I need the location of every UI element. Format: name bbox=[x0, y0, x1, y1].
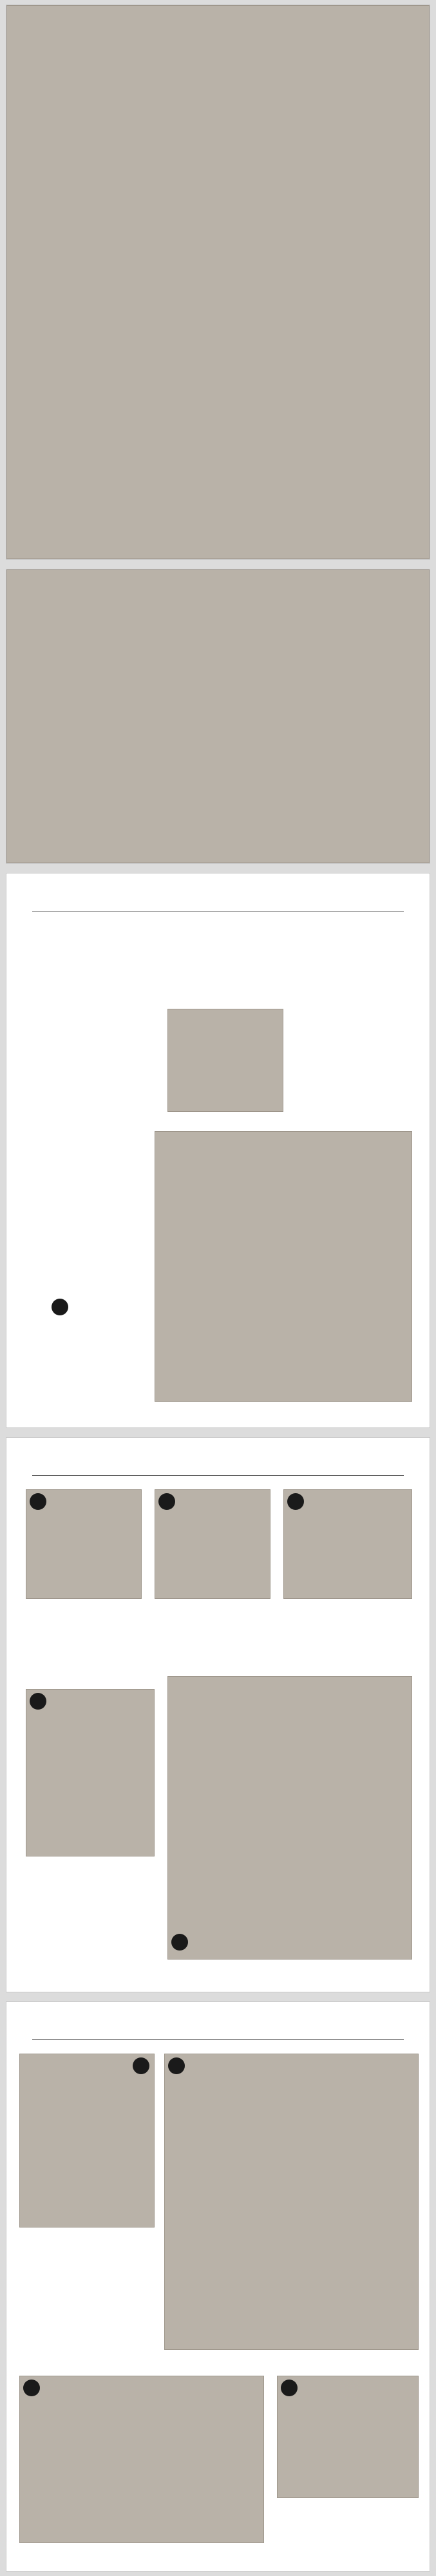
frame-photo bbox=[155, 1131, 412, 1402]
step-number-badge bbox=[171, 1934, 188, 1951]
step-photo bbox=[164, 2054, 419, 2350]
intro-body bbox=[32, 1147, 155, 1289]
step-number-badge bbox=[168, 2057, 185, 2074]
step-caption bbox=[19, 2273, 155, 2302]
step-caption bbox=[26, 1863, 155, 1921]
step-photo bbox=[19, 2054, 155, 2228]
step-caption bbox=[19, 2240, 155, 2269]
step-caption bbox=[283, 1605, 412, 1644]
steps-page-a bbox=[6, 1438, 430, 1992]
materials-photo bbox=[167, 1009, 283, 1112]
step-photo bbox=[19, 2376, 264, 2543]
photo-number-badge bbox=[52, 1299, 68, 1315]
intro-heading bbox=[32, 1131, 155, 1144]
section-opener-page bbox=[6, 569, 430, 863]
header-rule bbox=[32, 1475, 404, 1476]
step-photo bbox=[167, 1676, 412, 1960]
step-caption bbox=[19, 2337, 155, 2366]
step-number-badge bbox=[23, 2380, 40, 2396]
step-number-badge bbox=[30, 1693, 46, 1710]
cover-page bbox=[6, 5, 430, 559]
step-number-badge bbox=[30, 1493, 46, 1510]
chapter-page bbox=[6, 873, 430, 1427]
photo-caption bbox=[32, 1324, 148, 1350]
materials-heading bbox=[293, 1009, 409, 1020]
section-background-photo bbox=[6, 569, 430, 863]
step-photo bbox=[277, 2376, 419, 2498]
header-rule bbox=[32, 2039, 404, 2040]
step-number-badge bbox=[158, 1493, 175, 1510]
step-photo bbox=[26, 1689, 155, 1856]
step-caption bbox=[19, 2305, 155, 2334]
step-caption bbox=[155, 1605, 270, 1644]
cover-photo bbox=[6, 5, 430, 559]
step-caption bbox=[26, 1605, 142, 1644]
step-number-badge bbox=[133, 2057, 149, 2074]
step-number-badge bbox=[281, 2380, 298, 2396]
step-number-badge bbox=[287, 1493, 304, 1510]
steps-page-b bbox=[6, 2002, 430, 2571]
